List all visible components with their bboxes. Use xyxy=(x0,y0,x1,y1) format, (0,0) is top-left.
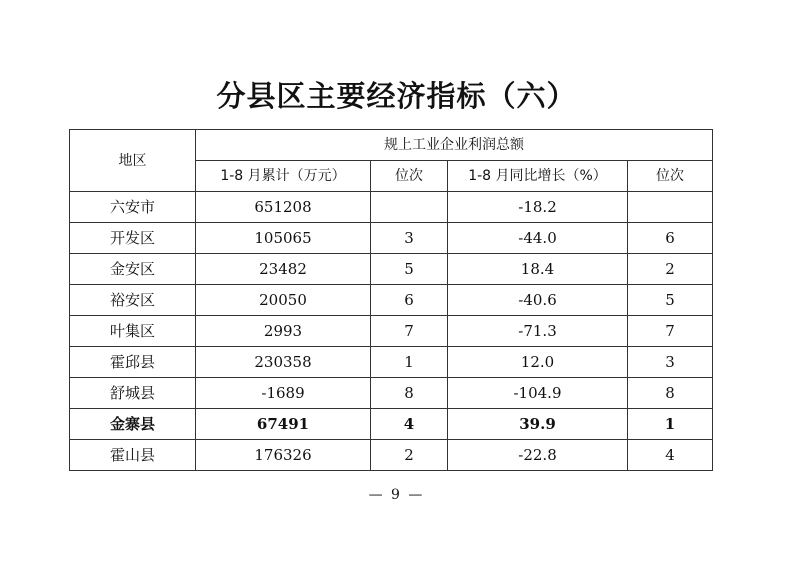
rank-cumulative-cell: 4 xyxy=(371,409,448,440)
cumulative-cell: -1689 xyxy=(196,378,371,409)
rank-growth-cell: 2 xyxy=(628,254,713,285)
cumulative-cell: 651208 xyxy=(196,192,371,223)
region-cell: 霍邱县 xyxy=(70,347,196,378)
rank-growth-cell xyxy=(628,192,713,223)
rank-growth-cell: 7 xyxy=(628,316,713,347)
growth-cell: 18.4 xyxy=(448,254,628,285)
region-cell: 霍山县 xyxy=(70,440,196,471)
rank-header-2: 位次 xyxy=(628,161,713,192)
cumulative-cell: 23482 xyxy=(196,254,371,285)
rank-header-1: 位次 xyxy=(371,161,448,192)
rank-cumulative-cell: 2 xyxy=(371,440,448,471)
profit-group-header: 规上工业企业利润总额 xyxy=(196,130,713,161)
rank-cumulative-cell: 5 xyxy=(371,254,448,285)
page-number: — 9 — xyxy=(368,487,425,503)
rank-cumulative-cell: 6 xyxy=(371,285,448,316)
cumulative-cell: 67491 xyxy=(196,409,371,440)
table-row xyxy=(70,316,713,347)
rank-cumulative-cell: 1 xyxy=(371,347,448,378)
region-cell: 叶集区 xyxy=(70,316,196,347)
growth-cell: -44.0 xyxy=(448,223,628,254)
region-header: 地区 xyxy=(70,130,196,192)
table-row xyxy=(70,223,713,254)
rank-growth-cell: 1 xyxy=(628,409,713,440)
cumulative-cell: 2993 xyxy=(196,316,371,347)
growth-cell: 12.0 xyxy=(448,347,628,378)
cumulative-cell: 105065 xyxy=(196,223,371,254)
region-cell: 六安市 xyxy=(70,192,196,223)
rank-growth-cell: 3 xyxy=(628,347,713,378)
growth-cell: -18.2 xyxy=(448,192,628,223)
growth-cell: 39.9 xyxy=(448,409,628,440)
table-row xyxy=(70,378,713,409)
growth-cell: -40.6 xyxy=(448,285,628,316)
rank-growth-cell: 6 xyxy=(628,223,713,254)
rank-cumulative-cell: 3 xyxy=(371,223,448,254)
table-row xyxy=(70,409,713,440)
rank-growth-cell: 4 xyxy=(628,440,713,471)
table-row xyxy=(70,285,713,316)
cumulative-header: 1-8 月累计（万元） xyxy=(196,161,371,192)
cumulative-cell: 176326 xyxy=(196,440,371,471)
growth-cell: -71.3 xyxy=(448,316,628,347)
economic-indicators-table xyxy=(69,129,713,471)
cumulative-cell: 230358 xyxy=(196,347,371,378)
rank-growth-cell: 5 xyxy=(628,285,713,316)
page-title: 分县区主要经济指标（六） xyxy=(216,79,577,113)
table-row xyxy=(70,440,713,471)
table-header-row-group xyxy=(70,130,713,161)
rank-cumulative-cell: 8 xyxy=(371,378,448,409)
rank-cumulative-cell xyxy=(371,192,448,223)
rank-cumulative-cell: 7 xyxy=(371,316,448,347)
growth-cell: -104.9 xyxy=(448,378,628,409)
rank-growth-cell: 8 xyxy=(628,378,713,409)
table-row xyxy=(70,347,713,378)
region-cell: 开发区 xyxy=(70,223,196,254)
growth-header: 1-8 月同比增长（%） xyxy=(448,161,628,192)
region-cell: 金安区 xyxy=(70,254,196,285)
growth-cell: -22.8 xyxy=(448,440,628,471)
cumulative-cell: 20050 xyxy=(196,285,371,316)
table-row xyxy=(70,192,713,223)
table-row xyxy=(70,254,713,285)
region-cell: 舒城县 xyxy=(70,378,196,409)
region-cell: 裕安区 xyxy=(70,285,196,316)
region-cell: 金寨县 xyxy=(70,409,196,440)
